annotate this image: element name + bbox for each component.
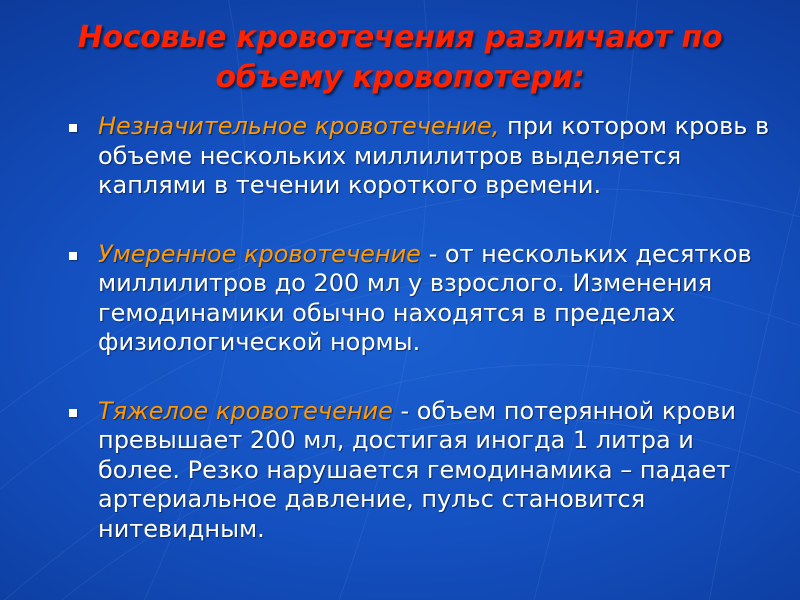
square-bullet-icon: [69, 409, 77, 417]
bullet-text: - объем потерянной крови превышает 200 мл, достигая иногда 1 литра и более. Резко нарушается гемодинамика – падает артериальное давление, пульс становится нитевидным.: [98, 396, 736, 543]
bullet-term: Тяжелое кровотечение: [98, 396, 393, 425]
title-line-2: объему кровопотери:: [215, 60, 585, 95]
bullet-term: Незначительное кровотечение,: [98, 112, 500, 140]
bullet-item-minor: [64, 112, 780, 201]
square-bullet-icon: [69, 124, 77, 132]
title-line-1: Носовые кровотечения различают по: [77, 20, 723, 55]
bullet-list: [64, 112, 780, 544]
bullet-text: - от нескольких десятков миллилитров до 200 мл у взрослого. Изменения гемодинамики обычно находятся в пределах физиологической нормы.: [98, 239, 752, 356]
bullet-item-severe: [64, 397, 780, 545]
bullet-term: Умеренное кровотечение: [98, 239, 421, 268]
bullet-text: при котором кровь в объеме нескольких миллилитров выделяется каплями в течении короткого времени.: [98, 112, 770, 199]
slide-title: [0, 18, 800, 98]
square-bullet-icon: [69, 252, 77, 260]
bullet-item-moderate: [64, 240, 780, 358]
